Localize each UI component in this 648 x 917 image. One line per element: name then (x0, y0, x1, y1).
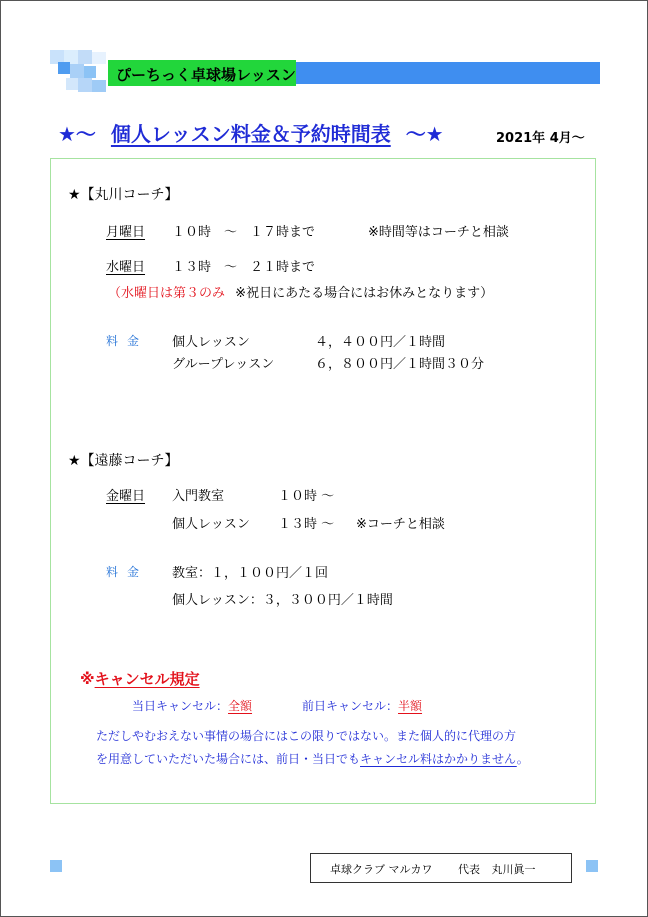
same-day-cancel (132, 697, 252, 714)
club-title-label (108, 60, 296, 86)
cancel-heading (80, 668, 200, 689)
coach1-row-monday (106, 221, 145, 240)
notice-third-only: 水曜日は第３のみ (121, 286, 226, 301)
footer-square-left (50, 860, 62, 872)
policy-line-1: ただしやむおえない事情の場合にはこの限りではない。また個人的に代理の方 (96, 729, 517, 743)
class-time: １３時 ～ (278, 517, 335, 532)
wednesday-notice (108, 282, 493, 301)
time-range: １３時 ～ ２１時まで (172, 260, 316, 275)
day-label: 金曜日 (106, 489, 146, 504)
time-range: １０時 ～ １７時まで (172, 225, 316, 240)
policy-line-2b: キャンセル料はかかりません (360, 752, 517, 766)
title-core: 個人レッスン料金＆予約時間表 (110, 122, 391, 146)
policy-line-2 (96, 750, 529, 767)
day-label: 月曜日 (106, 225, 146, 240)
same-day-label: 当日キャンセル： (132, 699, 229, 713)
coach2-day (106, 485, 145, 504)
class-time: １０時 ～ (278, 489, 335, 504)
policy-line-2c: 。 (516, 752, 529, 766)
title-prefix: ★～ (58, 122, 96, 146)
day-label: 水曜日 (106, 260, 146, 275)
footer-signature (330, 861, 536, 877)
coach1-row-wednesday (106, 256, 145, 275)
fee-price: ６，８００円／１時間３０分 (315, 357, 485, 372)
prev-day-value: 半額 (398, 699, 423, 713)
fee-label: 料金 (106, 565, 149, 579)
coach1-heading: ★【丸川コーチ】 (68, 187, 179, 203)
same-day-value: 全額 (228, 699, 253, 713)
notice-holiday: ※祝日にあたる場合にはお休みとなります） (235, 286, 494, 301)
class-name: 個人レッスン (172, 517, 250, 532)
fee-item: 個人レッスン：３，３００円／１時間 (172, 593, 393, 608)
footer-square-right (586, 860, 598, 872)
fee-name: 個人レッスン (172, 335, 250, 350)
policy-line-2a: を用意していただいた場合には、前日・当日でも (96, 752, 361, 766)
fee-name: グループレッスン (172, 357, 275, 372)
coach2-heading: ★【遠藤コーチ】 (68, 453, 179, 469)
fee-price: ４，４００円／１時間 (315, 335, 446, 350)
footer-rep-label: 代表 (458, 863, 480, 876)
fee-label: 料金 (106, 334, 149, 348)
notice-open: （ (108, 286, 122, 301)
club-title: ぴーちっく卓球場レッスン (116, 66, 296, 84)
page-title (58, 118, 444, 147)
footer-club: 卓球クラブ マルカワ (330, 863, 433, 876)
cancel-mark: ※ (80, 670, 95, 688)
fee-item: 教室：１，１００円／１回 (172, 566, 329, 581)
class-note: ※コーチと相談 (356, 517, 445, 532)
class-name: 入門教室 (172, 489, 225, 504)
title-suffix: ～★ (405, 122, 444, 146)
time-note: ※時間等はコーチと相談 (368, 225, 509, 240)
footer-rep-name: 丸川眞一 (491, 863, 536, 876)
prev-day-cancel (302, 697, 422, 714)
prev-day-label: 前日キャンセル： (302, 699, 399, 713)
start-date: 2021年 4月～ (496, 131, 585, 146)
cancel-heading-text: キャンセル規定 (94, 670, 200, 688)
